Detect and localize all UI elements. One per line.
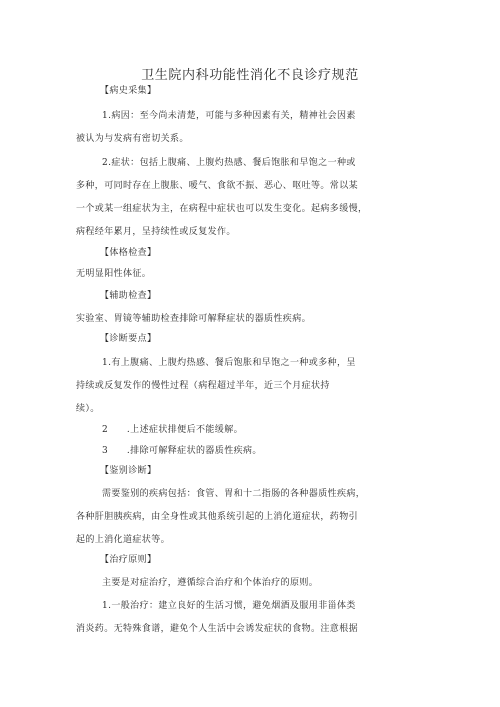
paragraph-line: 1.病因：至今尚未清楚，可能与多种因素有关，精神社会因素 <box>102 111 356 121</box>
paragraph-line: 2.症状：包括上腹痛、上腹灼热感、餐后饱胀和早饱之一种或 <box>102 158 356 168</box>
paragraph-line: 多种，可同时存在上腹胀、嗳气、食欲不振、恶心、呕吐等。常以某 <box>76 181 359 191</box>
section-heading-diagnosis: 【诊断要点】 <box>100 334 157 344</box>
paragraph-line: 无明显阳性体征。 <box>76 269 152 279</box>
paragraph-line: 1.一般治疗：建立良好的生活习惯，避免烟酒及服用非甾体类 <box>102 601 356 611</box>
section-heading-auxiliary: 【辅助检查】 <box>100 291 157 301</box>
paragraph-line: 实验室、胃镜等辅助检查排除可解释症状的器质性疾病。 <box>76 314 312 324</box>
paragraph-line: 消炎药。无特殊食谱，避免个人生活中会诱发症状的食物。注意根据 <box>76 624 359 634</box>
paragraph-line: 病程经年累月，呈持续性或反复发作。 <box>76 227 236 237</box>
document-title: 卫生院内科功能性消化不良诊疗规范 <box>141 68 359 83</box>
section-heading-treatment: 【治疗原则】 <box>100 555 157 565</box>
paragraph-line: 续）。 <box>76 404 100 414</box>
paragraph-line: 各种肝胆胰疾病，由全身性或其他系统引起的上消化道症状，药物引 <box>76 512 359 522</box>
paragraph-line: 1.有上腹痛、上腹灼热感、餐后饱胀和早饱之一种或多种，呈 <box>102 358 356 368</box>
section-heading-differential: 【鉴别诊断】 <box>100 466 157 476</box>
paragraph-line: 主要是对症治疗，遵循综合治疗和个体治疗的原则。 <box>102 578 319 588</box>
section-heading-history: 【病史采集】 <box>100 86 157 96</box>
paragraph-line: 一个或某一组症状为主，在病程中症状也可以发生变化。起病多缓慢， <box>76 204 368 214</box>
paragraph-line: 3 .排除可解释症状的器质性疾病。 <box>102 446 262 456</box>
paragraph-line: 需要鉴别的疾病包括：食管、胃和十二指肠的各种器质性疾病， <box>102 489 366 499</box>
paragraph-line: 被认为与发病有密切关系。 <box>76 134 189 144</box>
paragraph-line: 2 .上述症状排便后不能缓解。 <box>102 425 243 435</box>
section-heading-exam: 【体格检查】 <box>100 248 157 258</box>
paragraph-line: 持续或反复发作的慢性过程（病程超过半年，近三个月症状持 <box>76 381 330 391</box>
paragraph-line: 起的上消化道症状等。 <box>76 535 171 545</box>
